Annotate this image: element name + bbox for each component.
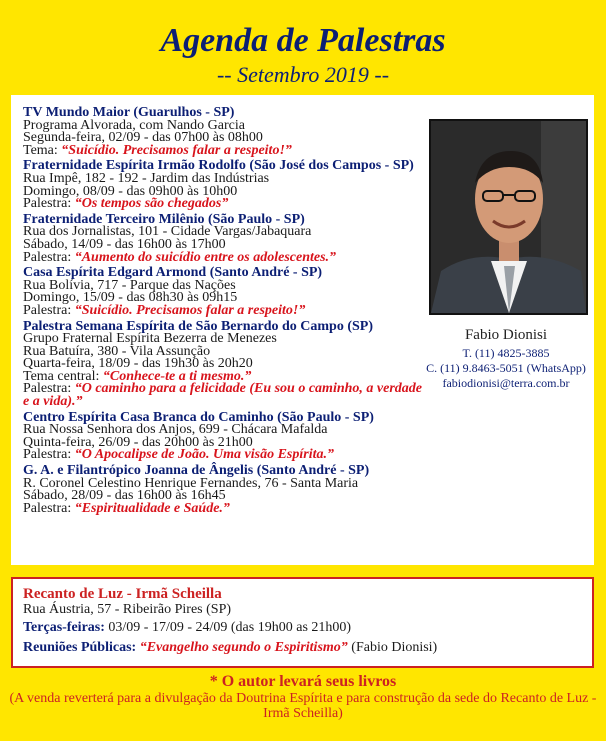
event-date: Domingo, 15/09 - das 08h30 às 09h15 xyxy=(23,290,238,306)
event-label: Palestra: xyxy=(23,196,75,212)
meetings-label: Reuniões Públicas: xyxy=(23,640,137,655)
event-quote: “O caminho para a felicidade (Eu sou o caminho, a verdade e a vida).” xyxy=(23,381,422,410)
event-item xyxy=(23,318,423,410)
event-item xyxy=(23,107,423,157)
event-quote: “Aumento do suicídio entre os adolescentes.” xyxy=(74,249,337,265)
speaker-portrait-icon xyxy=(431,121,586,313)
footer-note xyxy=(0,673,606,721)
contact-info xyxy=(421,327,591,391)
cell-text: C. (11) 9.8463-5051 (WhatsApp) xyxy=(426,361,586,375)
phone-text: T. (11) 4825-3885 xyxy=(462,346,550,360)
event-detail: Programa Alvorada, com Nando Garcia xyxy=(23,117,245,133)
page-title: Agenda de Palestras xyxy=(160,22,446,59)
event-date: Quarta-feira, 18/09 - das 19h30 às 20h20 xyxy=(23,356,253,372)
days-value: 03/09 - 17/09 - 24/09 (das 19h00 as 21h00) xyxy=(104,620,352,635)
event-label: Palestra: xyxy=(23,500,75,516)
speaker-name: Fabio Dionisi xyxy=(464,327,548,343)
event-title: Palestra Semana Espírita de São Bernardo do Campo (SP) xyxy=(23,318,373,334)
event-label: Palestra: xyxy=(23,302,75,318)
event-date: Sábado, 14/09 - das 16h00 às 17h00 xyxy=(23,236,226,252)
event-quote: “Suicídio. Precisamos falar a respeito!” xyxy=(74,302,306,318)
event-title: Fraternidade Terceiro Milênio (São Paulo - SP) xyxy=(23,211,305,227)
event-address: Rua Nossa Senhora dos Anjos, 699 - Chácara Mafalda xyxy=(23,422,328,438)
event-label: Tema: xyxy=(23,142,62,158)
event-title: Casa Espírita Edgard Armond (Santo André - SP) xyxy=(23,265,323,281)
event-label: Palestra: xyxy=(23,381,75,397)
event-quote: “Conhece-te a ti mesmo.” xyxy=(102,368,252,384)
event-title: G. A. e Filantrópico Joanna de Ângelis (Santo André - SP) xyxy=(23,463,370,479)
event-label: Palestra: xyxy=(23,249,75,265)
event-item xyxy=(23,160,423,210)
footer-main: * O autor levará seus livros xyxy=(209,673,397,690)
event-quote: “Espiritualidade e Saúde.” xyxy=(74,500,230,516)
meetings-quote: “Evangelho segundo o Espiritismo” xyxy=(139,640,348,655)
event-label: Tema central: xyxy=(23,368,103,384)
event-title: TV Mundo Maior (Guarulhos - SP) xyxy=(23,105,235,120)
recanto-meetings xyxy=(23,638,582,658)
event-date: Domingo, 08/09 - das 09h00 às 10h00 xyxy=(23,183,238,199)
days-label: Terças-feiras: xyxy=(23,620,105,635)
speaker-photo xyxy=(429,119,588,315)
event-item xyxy=(23,211,423,265)
event-title: Fraternidade Espírita Irmão Rodolfo (São José dos Campos - SP) xyxy=(23,158,414,174)
page-subtitle: -- Setembro 2019 -- xyxy=(216,62,390,87)
event-date: Quinta-feira, 26/09 - das 20h00 às 21h00 xyxy=(23,434,253,450)
recanto-address: Rua Áustria, 57 - Ribeirão Pires (SP) xyxy=(23,602,232,617)
event-date: Segunda-feira, 02/09 - das 07h00 às 08h00 xyxy=(23,130,263,146)
event-list xyxy=(23,107,423,518)
event-item xyxy=(23,409,423,463)
event-address: Rua dos Jornalistas, 101 - Cidade Vargas/Jabaquara xyxy=(23,224,312,240)
agenda-panel xyxy=(11,95,594,565)
event-address: R. Coronel Celestino Henrique Fernandes, 76 - Santa Maria xyxy=(23,475,359,491)
event-title: Centro Espírita Casa Branca do Caminho (São Paulo - SP) xyxy=(23,409,374,425)
header xyxy=(0,0,606,95)
event-address: Rua Impê, 182 - 192 - Jardim das Indústrias xyxy=(23,170,270,186)
event-date: Sábado, 28/09 - das 16h00 às 16h45 xyxy=(23,488,226,504)
recanto-days xyxy=(23,618,582,638)
recanto-title: Recanto de Luz - Irmã Scheilla xyxy=(23,586,222,602)
event-address: Rua Batuíra, 380 - Vila Assunção xyxy=(23,343,211,359)
event-address: Rua Bolívia, 717 - Parque das Nações xyxy=(23,277,236,293)
event-venue: Grupo Fraternal Espírita Bezerra de Menezes xyxy=(23,331,277,347)
event-quote: “Os tempos são chegados” xyxy=(74,196,229,212)
recanto-box xyxy=(11,577,594,668)
footer-sub: (A venda reverterá para a divulgação da Doutrina Espírita e para construção da sede do Recanto de Luz - Irmã Scheilla) xyxy=(9,691,597,721)
event-item xyxy=(23,465,423,515)
event-quote: “O Apocalipse de João. Uma visão Espírita.” xyxy=(74,447,334,463)
event-quote: “Suicídio. Precisamos falar a respeito!” xyxy=(61,142,292,158)
meetings-suffix: (Fabio Dionisi) xyxy=(347,640,438,655)
email-text: fabiodionisi@terra.com.br xyxy=(442,376,570,390)
event-label: Palestra: xyxy=(23,447,75,463)
event-item xyxy=(23,267,423,317)
